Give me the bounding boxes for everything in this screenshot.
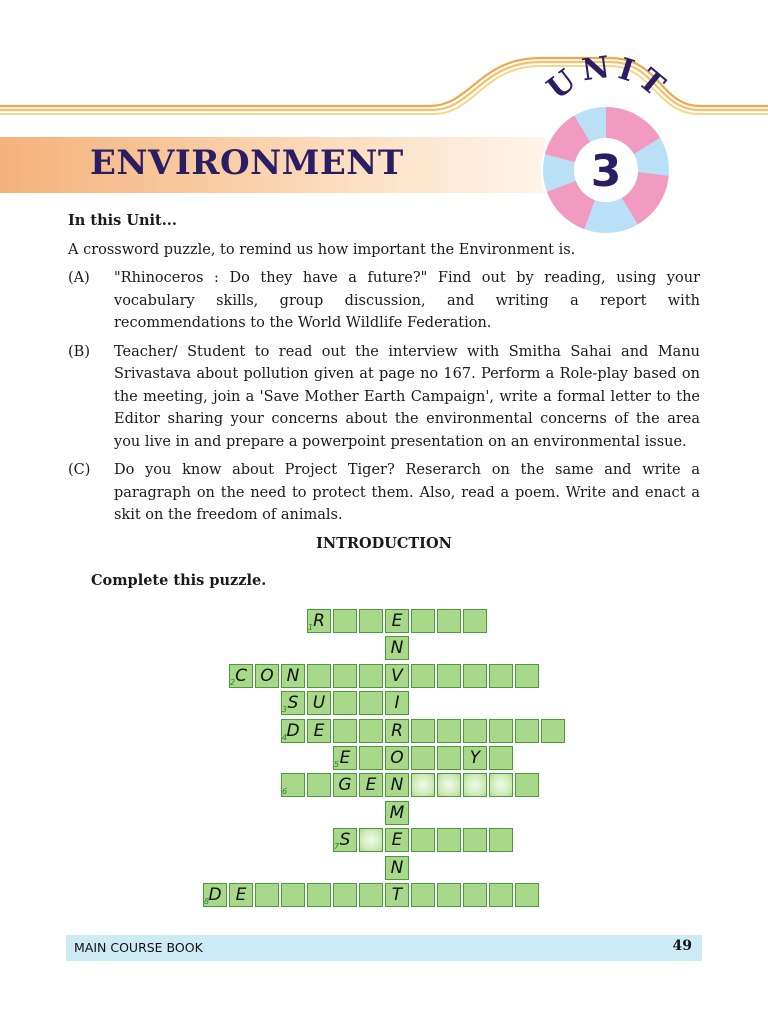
crossword-letter: N [390, 638, 404, 659]
crossword-cell[interactable] [359, 746, 383, 770]
crossword-letter: E [391, 830, 403, 851]
activity-item [68, 341, 700, 454]
crossword-cell[interactable] [359, 828, 383, 852]
crossword-cell[interactable] [489, 664, 513, 688]
unit-overview [68, 210, 700, 607]
crossword-letter: E [339, 748, 351, 768]
crossword-cell[interactable] [385, 773, 409, 797]
crossword-cell[interactable] [333, 664, 357, 688]
page-footer [66, 935, 702, 961]
crossword-letter: U [312, 693, 326, 714]
crossword-cell[interactable] [515, 664, 539, 688]
in-this-unit-heading: In this Unit... [68, 212, 177, 229]
crossword-cell[interactable] [385, 719, 409, 743]
crossword-cell[interactable] [489, 746, 513, 770]
item-text: Do you know about Project Tiger? Reserarch on the same and write a paragraph on the need to protect them. Also, read a poem. Write and enact a skit on the freedom of animals. [114, 462, 700, 523]
crossword-cell[interactable] [333, 883, 357, 907]
crossword-cell[interactable] [203, 883, 227, 907]
crossword-cell[interactable] [307, 883, 331, 907]
crossword-cell[interactable] [385, 746, 409, 770]
crossword-letter: E [365, 775, 377, 796]
crossword-cell[interactable] [359, 609, 383, 633]
item-marker: (A) [68, 270, 90, 286]
crossword-cell[interactable] [411, 883, 435, 907]
item-text: "Rhinoceros : Do they have a future?" Find out by reading, using your vocabulary skills, group discussion, and writing a report with recommendations to the World Wildlife Federation. [114, 270, 700, 331]
crossword-cell[interactable] [463, 828, 487, 852]
crossword-cell[interactable] [489, 828, 513, 852]
crossword-cell[interactable] [385, 828, 409, 852]
crossword-letter: E [235, 885, 247, 905]
unit-number: 3 [590, 146, 622, 197]
crossword-letter: N [286, 665, 300, 686]
crossword-cell[interactable] [411, 773, 435, 797]
crossword-cell[interactable] [385, 883, 409, 907]
crossword-letter: E [313, 720, 325, 741]
crossword-cell[interactable] [281, 883, 305, 907]
crossword-letter: O [260, 665, 274, 686]
crossword-letter: T [391, 885, 403, 905]
crossword-cell[interactable] [437, 664, 461, 688]
crossword-cell[interactable] [333, 691, 357, 715]
crossword-cell[interactable] [307, 719, 331, 743]
crossword-cell[interactable] [515, 773, 539, 797]
crossword-cell[interactable] [307, 664, 331, 688]
page-number: 49 [672, 938, 692, 954]
crossword-cell[interactable] [333, 719, 357, 743]
crossword-cell[interactable] [463, 664, 487, 688]
crossword-cell[interactable] [333, 828, 357, 852]
activity-item [68, 267, 700, 335]
crossword-letter: I [394, 693, 400, 714]
crossword-letter: S [339, 830, 351, 851]
crossword-cell[interactable] [229, 664, 253, 688]
clue-number: 7 [334, 842, 340, 852]
crossword-cell[interactable] [463, 883, 487, 907]
crossword-cell[interactable] [255, 883, 279, 907]
crossword-letter: R [313, 611, 325, 631]
activity-item [68, 459, 700, 527]
crossword-letter: N [390, 857, 404, 878]
crossword-cell[interactable] [411, 828, 435, 852]
crossword-cell[interactable] [463, 746, 487, 770]
crossword-letter: Y [469, 748, 481, 768]
crossword-cell[interactable] [437, 773, 461, 797]
crossword-cell[interactable] [411, 609, 435, 633]
crossword-cell[interactable] [489, 773, 513, 797]
crossword-cell[interactable] [385, 691, 409, 715]
crossword-cell[interactable] [385, 636, 409, 660]
crossword-cell[interactable] [437, 719, 461, 743]
crossword-letter: D [208, 885, 222, 905]
book-title: MAIN COURSE BOOK [74, 940, 203, 955]
crossword-letter: D [286, 720, 300, 741]
crossword-cell[interactable] [281, 664, 305, 688]
crossword-letter: M [389, 802, 405, 823]
unit-label: UNIT [540, 52, 676, 108]
crossword-letter: N [390, 775, 404, 796]
crossword-cell[interactable] [411, 746, 435, 770]
crossword-cell[interactable] [515, 719, 539, 743]
clue-number: 8 [204, 897, 210, 906]
page-title: ENVIRONMENT [90, 143, 404, 183]
crossword-cell[interactable] [281, 719, 305, 743]
clue-number: 4 [282, 732, 288, 742]
crossword-cell[interactable] [229, 883, 253, 907]
crossword-cell[interactable] [307, 773, 331, 797]
crossword-cell[interactable] [359, 883, 383, 907]
crossword-letter: C [235, 665, 247, 686]
item-marker: (B) [68, 343, 90, 360]
crossword-cell[interactable] [359, 664, 383, 688]
crossword-cell[interactable] [489, 719, 513, 743]
crossword-cell[interactable] [463, 719, 487, 743]
crossword-letter: R [391, 720, 403, 741]
clue-number: 3 [282, 705, 288, 715]
crossword-letter: V [391, 665, 403, 686]
crossword-cell[interactable] [437, 746, 461, 770]
crossword-cell[interactable] [463, 609, 487, 633]
crossword-cell[interactable] [281, 773, 305, 797]
crossword-letter: O [390, 748, 404, 768]
crossword-cell[interactable] [307, 691, 331, 715]
crossword-letter: G [338, 775, 352, 796]
crossword-cell[interactable] [333, 609, 357, 633]
crossword-cell[interactable] [281, 691, 305, 715]
item-marker: (C) [68, 462, 91, 478]
clue-number: 1 [308, 623, 314, 632]
intro-line: A crossword puzzle, to remind us how important the Environment is. [68, 241, 576, 258]
crossword-cell[interactable] [541, 719, 565, 743]
crossword-cell[interactable] [307, 609, 331, 633]
clue-number: 2 [230, 677, 236, 687]
crossword-letter: E [391, 611, 403, 631]
crossword-cell[interactable] [411, 719, 435, 743]
crossword-cell[interactable] [515, 883, 539, 907]
puzzle-instruction: Complete this puzzle. [91, 571, 267, 589]
crossword-cell[interactable] [385, 609, 409, 633]
crossword-cell[interactable] [437, 828, 461, 852]
section-heading: INTRODUCTION [316, 534, 452, 552]
crossword-cell[interactable] [255, 664, 279, 688]
crossword-cell[interactable] [437, 883, 461, 907]
crossword-cell[interactable] [359, 691, 383, 715]
crossword-cell[interactable] [359, 719, 383, 743]
crossword-cell[interactable] [385, 801, 409, 825]
clue-number: 5 [334, 760, 340, 769]
clue-number: 6 [282, 787, 288, 797]
crossword-cell[interactable] [359, 773, 383, 797]
crossword-cell[interactable] [385, 664, 409, 688]
crossword-cell[interactable] [489, 883, 513, 907]
crossword-cell[interactable] [333, 773, 357, 797]
item-text: Teacher/ Student to read out the interview with Smitha Sahai and Manu Srivastava about pollution given at page no 167. Perform a Role-play based on the meeting, join a 'Save Mother Earth Campaign', write a formal letter to the Editor sharing your concerns about the environmental concerns of the area you live in and prepare a powerpoint presentation on an environmental issue. [114, 343, 700, 450]
crossword-cell[interactable] [333, 746, 357, 770]
crossword-cell[interactable] [463, 773, 487, 797]
crossword-letter: S [287, 693, 299, 714]
crossword-cell[interactable] [437, 609, 461, 633]
crossword-cell[interactable] [411, 664, 435, 688]
crossword-cell[interactable] [385, 856, 409, 880]
